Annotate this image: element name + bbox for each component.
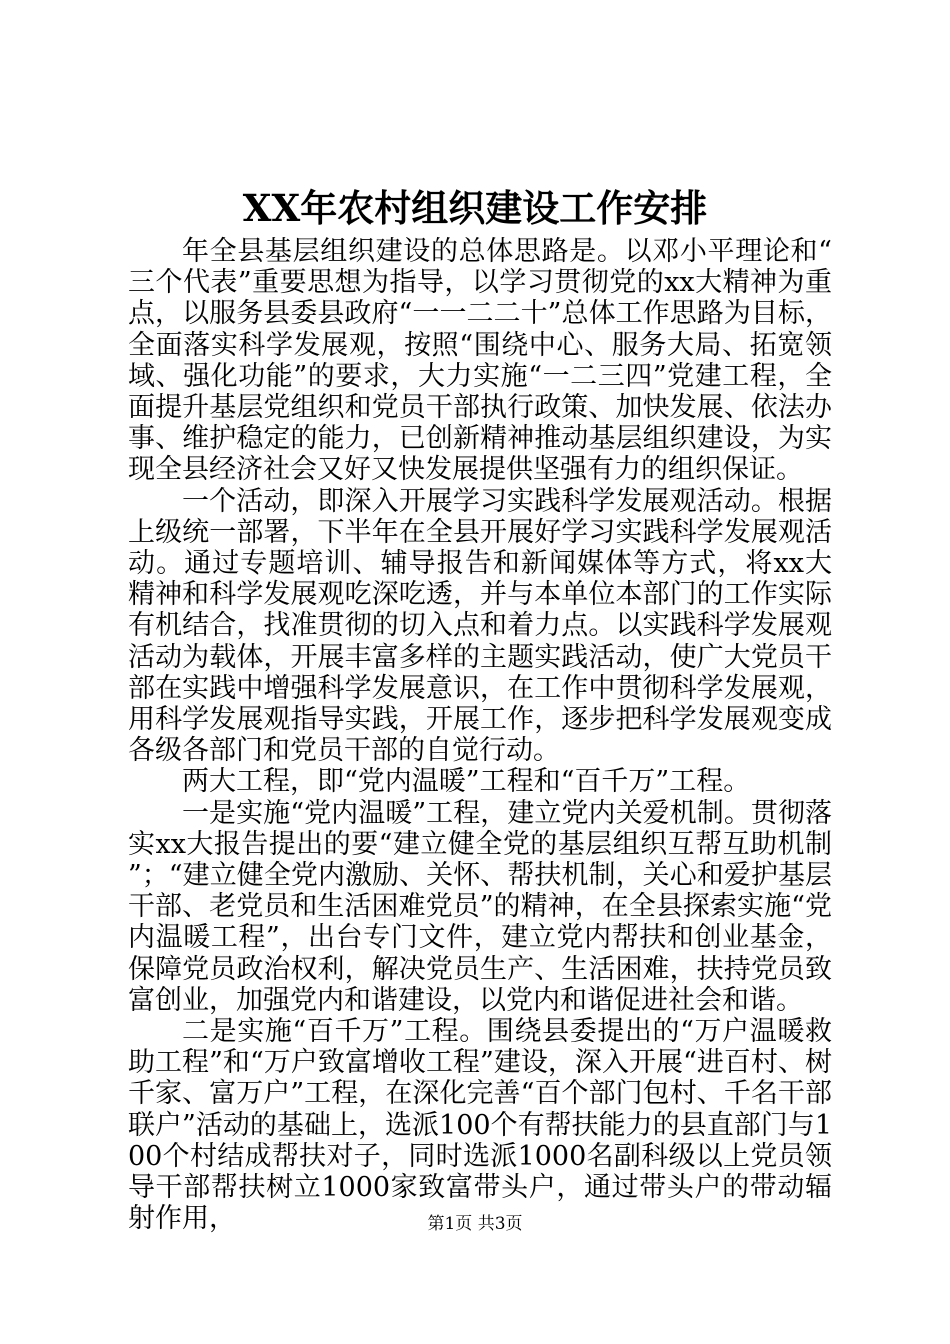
document-title: XX年农村组织建设工作安排 [242,186,708,230]
paragraph-warmth-project: 一是实施“党内温暖”工程，建立党内关爱机制。贯彻落实xx大报告提出的要“建立健全党的基层组织互帮互助机制”；“建立健全党内激励、关怀、帮扶机制，关心和爱护基层干部、老党员和生活困难党员”的精神，在全县探索实施“党内温暖工程”，出台专门文件，建立党内帮扶和创业基金，保障党员政治权利，解决党员生产、生活困难，扶持党员致富创业，加强党内和谐建设，以党内和谐促进社会和谐。 [128,797,832,1016]
document-body [128,236,832,1235]
paragraph-one-activity: 一个活动，即深入开展学习实践科学发展观活动。根据上级统一部署，下半年在全县开展好学习实践科学发展观活动。通过专题培训、辅导报告和新闻媒体等方式，将xx大精神和科学发展观吃深吃透，并与本单位本部门的工作实际有机结合，找准贯彻的切入点和着力点。以实践科学发展观活动为载体，开展丰富多样的主题实践活动，使广大党员干部在实践中增强科学发展意识，在工作中贯彻科学发展观，用科学发展观指导实践，开展工作，逐步把科学发展观变成各级各部门和党员干部的自觉行动。 [128,485,832,767]
paragraph-overall-approach: 年全县基层组织建设的总体思路是。以邓小平理论和“三个代表”重要思想为指导，以学习贯彻党的xx大精神为重点，以服务县委县政府“一一二二十”总体工作思路为目标，全面落实科学发展观，按照“围绕中心、服务大局、拓宽领域、强化功能”的要求，大力实施“一二三四”党建工程，全面提升基层党组织和党员干部执行政策、加快发展、依法办事、维护稳定的能力，已创新精神推动基层组织建设，为实现全县经济社会又好又快发展提供坚强有力的组织保证。 [128,236,832,486]
page-footer: 第1页 共3页 [427,1214,523,1234]
paragraph-hundred-thousand-project: 二是实施“百千万”工程。围绕县委提出的“万户温暖救助工程”和“万户致富增收工程”建设，深入开展“进百村、树千家、富万户”工程，在深化完善“百个部门包村、千名干部联户”活动的基础上，选派100个有帮扶能力的县直部门与100个村结成帮扶对子，同时选派1000名副科级以上党员领导干部帮扶树立1000家致富带头户，通过带头户的带动辐射作用， [128,1016,832,1235]
paragraph-two-projects: 两大工程，即“党内温暖”工程和“百千万”工程。 [182,766,751,798]
